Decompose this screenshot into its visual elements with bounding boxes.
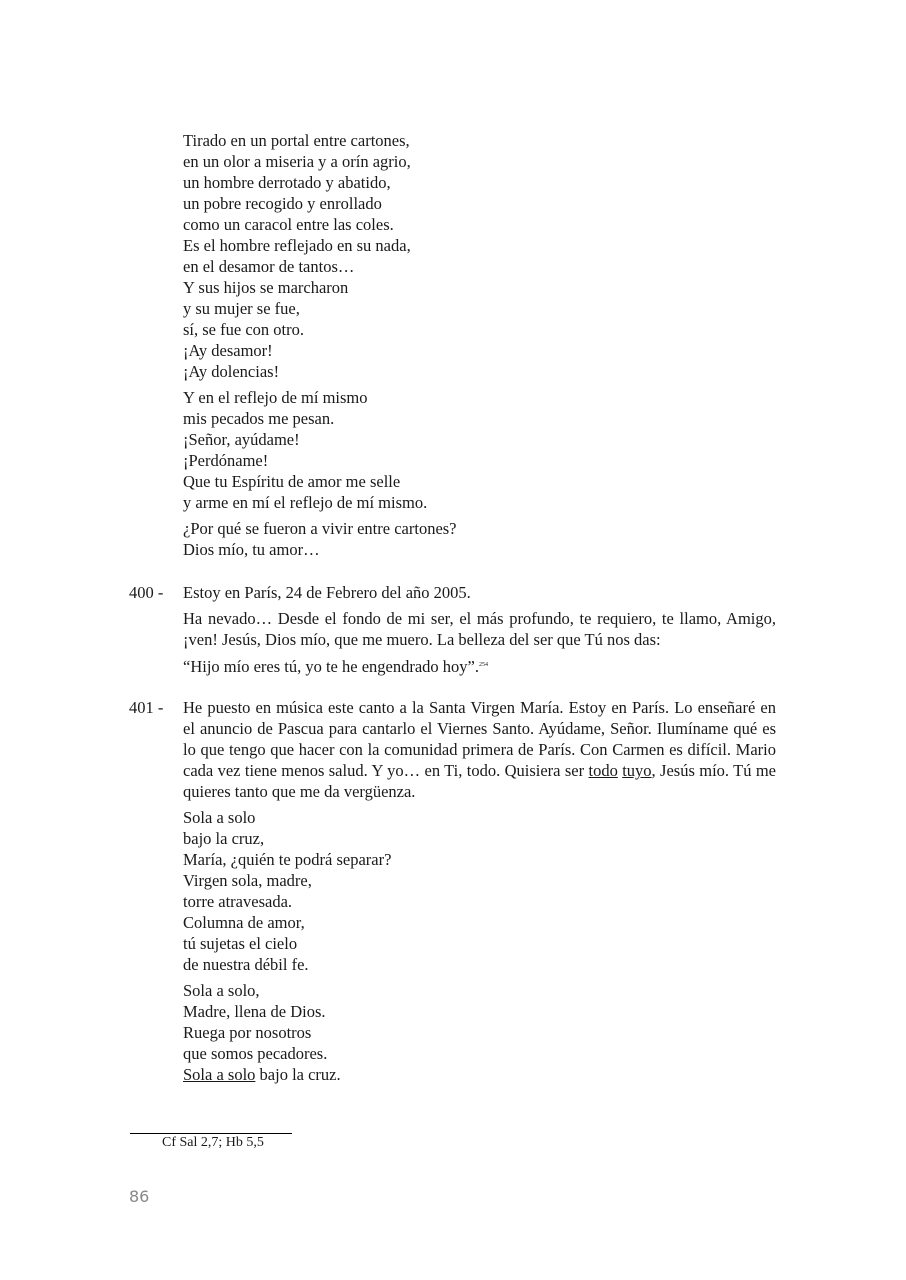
stanza-lines <box>183 980 776 1064</box>
poem-line: Es el hombre reflejado en su nada, <box>183 236 411 255</box>
poem-line: ¡Ay desamor! <box>183 341 273 360</box>
poem-line: en un olor a miseria y a orín agrio, <box>183 152 411 171</box>
poem-line: Y sus hijos se marcharon <box>183 278 349 297</box>
entry-number: 400 - <box>129 583 164 602</box>
entry-heading: Estoy en París, 24 de Febrero del año 2005. <box>183 583 471 602</box>
page-content <box>129 130 776 1085</box>
poem-line: un hombre derrotado y abatido, <box>183 173 391 192</box>
poem-line: ¡Ay dolencias! <box>183 362 280 381</box>
poem-line: de nuestra débil fe. <box>183 955 309 974</box>
poem-line: y su mujer se fue, <box>183 299 300 318</box>
poem-line: sí, se fue con otro. <box>183 320 304 339</box>
quote-text: “Hijo mío eres tú, yo te he engendrado hoy”. <box>183 657 479 676</box>
poem-line: ¡Señor, ayúdame! <box>183 430 300 449</box>
entry-400 <box>129 582 776 677</box>
poem-stanza <box>183 807 776 975</box>
underlined-phrase: Sola a solo <box>183 1065 256 1084</box>
poem-line: Virgen sola, madre, <box>183 871 312 890</box>
footnote-ref[interactable]: 254 <box>479 662 488 668</box>
paragraph-text: , Jesús mío. Tú me quieres tanto que me da vergüenza. <box>183 761 776 801</box>
underlined-word: todo <box>588 761 618 780</box>
poem-stanza <box>183 518 776 560</box>
paragraph-text: He puesto en música este canto a la Santa Virgen María. Estoy en París. Lo enseñaré en el anuncio de Pascua para cantarlo el Viernes Santo. Ayúdame, Señor. Ilumíname qué es lo que tengo que hacer con la comunidad primera de París. Con Carmen es difícil. Mario cada vez tiene menos salud. Y yo… en Ti, todo. Quisiera ser <box>183 698 776 780</box>
poem-line: Columna de amor, <box>183 913 305 932</box>
poem-line: como un caracol entre las coles. <box>183 215 394 234</box>
line-text: bajo la cruz. <box>255 1065 341 1084</box>
poem-stanza <box>183 980 776 1085</box>
poem-line: Tirado en un portal entre cartones, <box>183 131 410 150</box>
poem-line: mis pecados me pesan. <box>183 409 335 428</box>
entry-401 <box>129 697 776 1085</box>
poem-line: Y en el reflejo de mí mismo <box>183 388 368 407</box>
poem-line: que somos pecadores. <box>183 1044 328 1063</box>
footnote: Cf Sal 2,7; Hb 5,5 <box>162 1135 264 1150</box>
poem-line: ¿Por qué se fueron a vivir entre cartones? <box>183 519 457 538</box>
poem-line: Dios mío, tu amor… <box>183 540 320 559</box>
poem-line: Sola a solo <box>183 808 256 827</box>
poem-line <box>183 1064 776 1085</box>
poem-line: tú sujetas el cielo <box>183 934 298 953</box>
poem-stanza <box>183 130 776 382</box>
poem-line: ¡Perdóname! <box>183 451 269 470</box>
poem-line: torre atravesada. <box>183 892 293 911</box>
entry-paragraph <box>183 697 776 802</box>
poem-line: un pobre recogido y enrollado <box>183 194 382 213</box>
entry-number: 401 - <box>129 698 164 717</box>
underlined-word: tuyo <box>622 761 652 780</box>
entry-quote <box>183 655 776 677</box>
poem-stanza <box>183 387 776 513</box>
poem-line: María, ¿quién te podrá separar? <box>183 850 392 869</box>
footnote-divider <box>130 1133 292 1134</box>
poem-line: y arme en mí el reflejo de mí mismo. <box>183 493 428 512</box>
poem-line: Sola a solo, <box>183 981 260 1000</box>
poem-line: Ruega por nosotros <box>183 1023 312 1042</box>
poem-line: Que tu Espíritu de amor me selle <box>183 472 401 491</box>
poem-line: Madre, llena de Dios. <box>183 1002 326 1021</box>
poem-line: bajo la cruz, <box>183 829 265 848</box>
poem-line: en el desamor de tantos… <box>183 257 355 276</box>
entry-paragraph: Ha nevado… Desde el fondo de mi ser, el más profundo, te requiero, te llamo, Amigo, ¡ven! Jesús, Dios mío, que me muero. La belleza del ser que Tú nos das: <box>183 609 776 649</box>
page-number: 86 <box>129 1187 150 1206</box>
